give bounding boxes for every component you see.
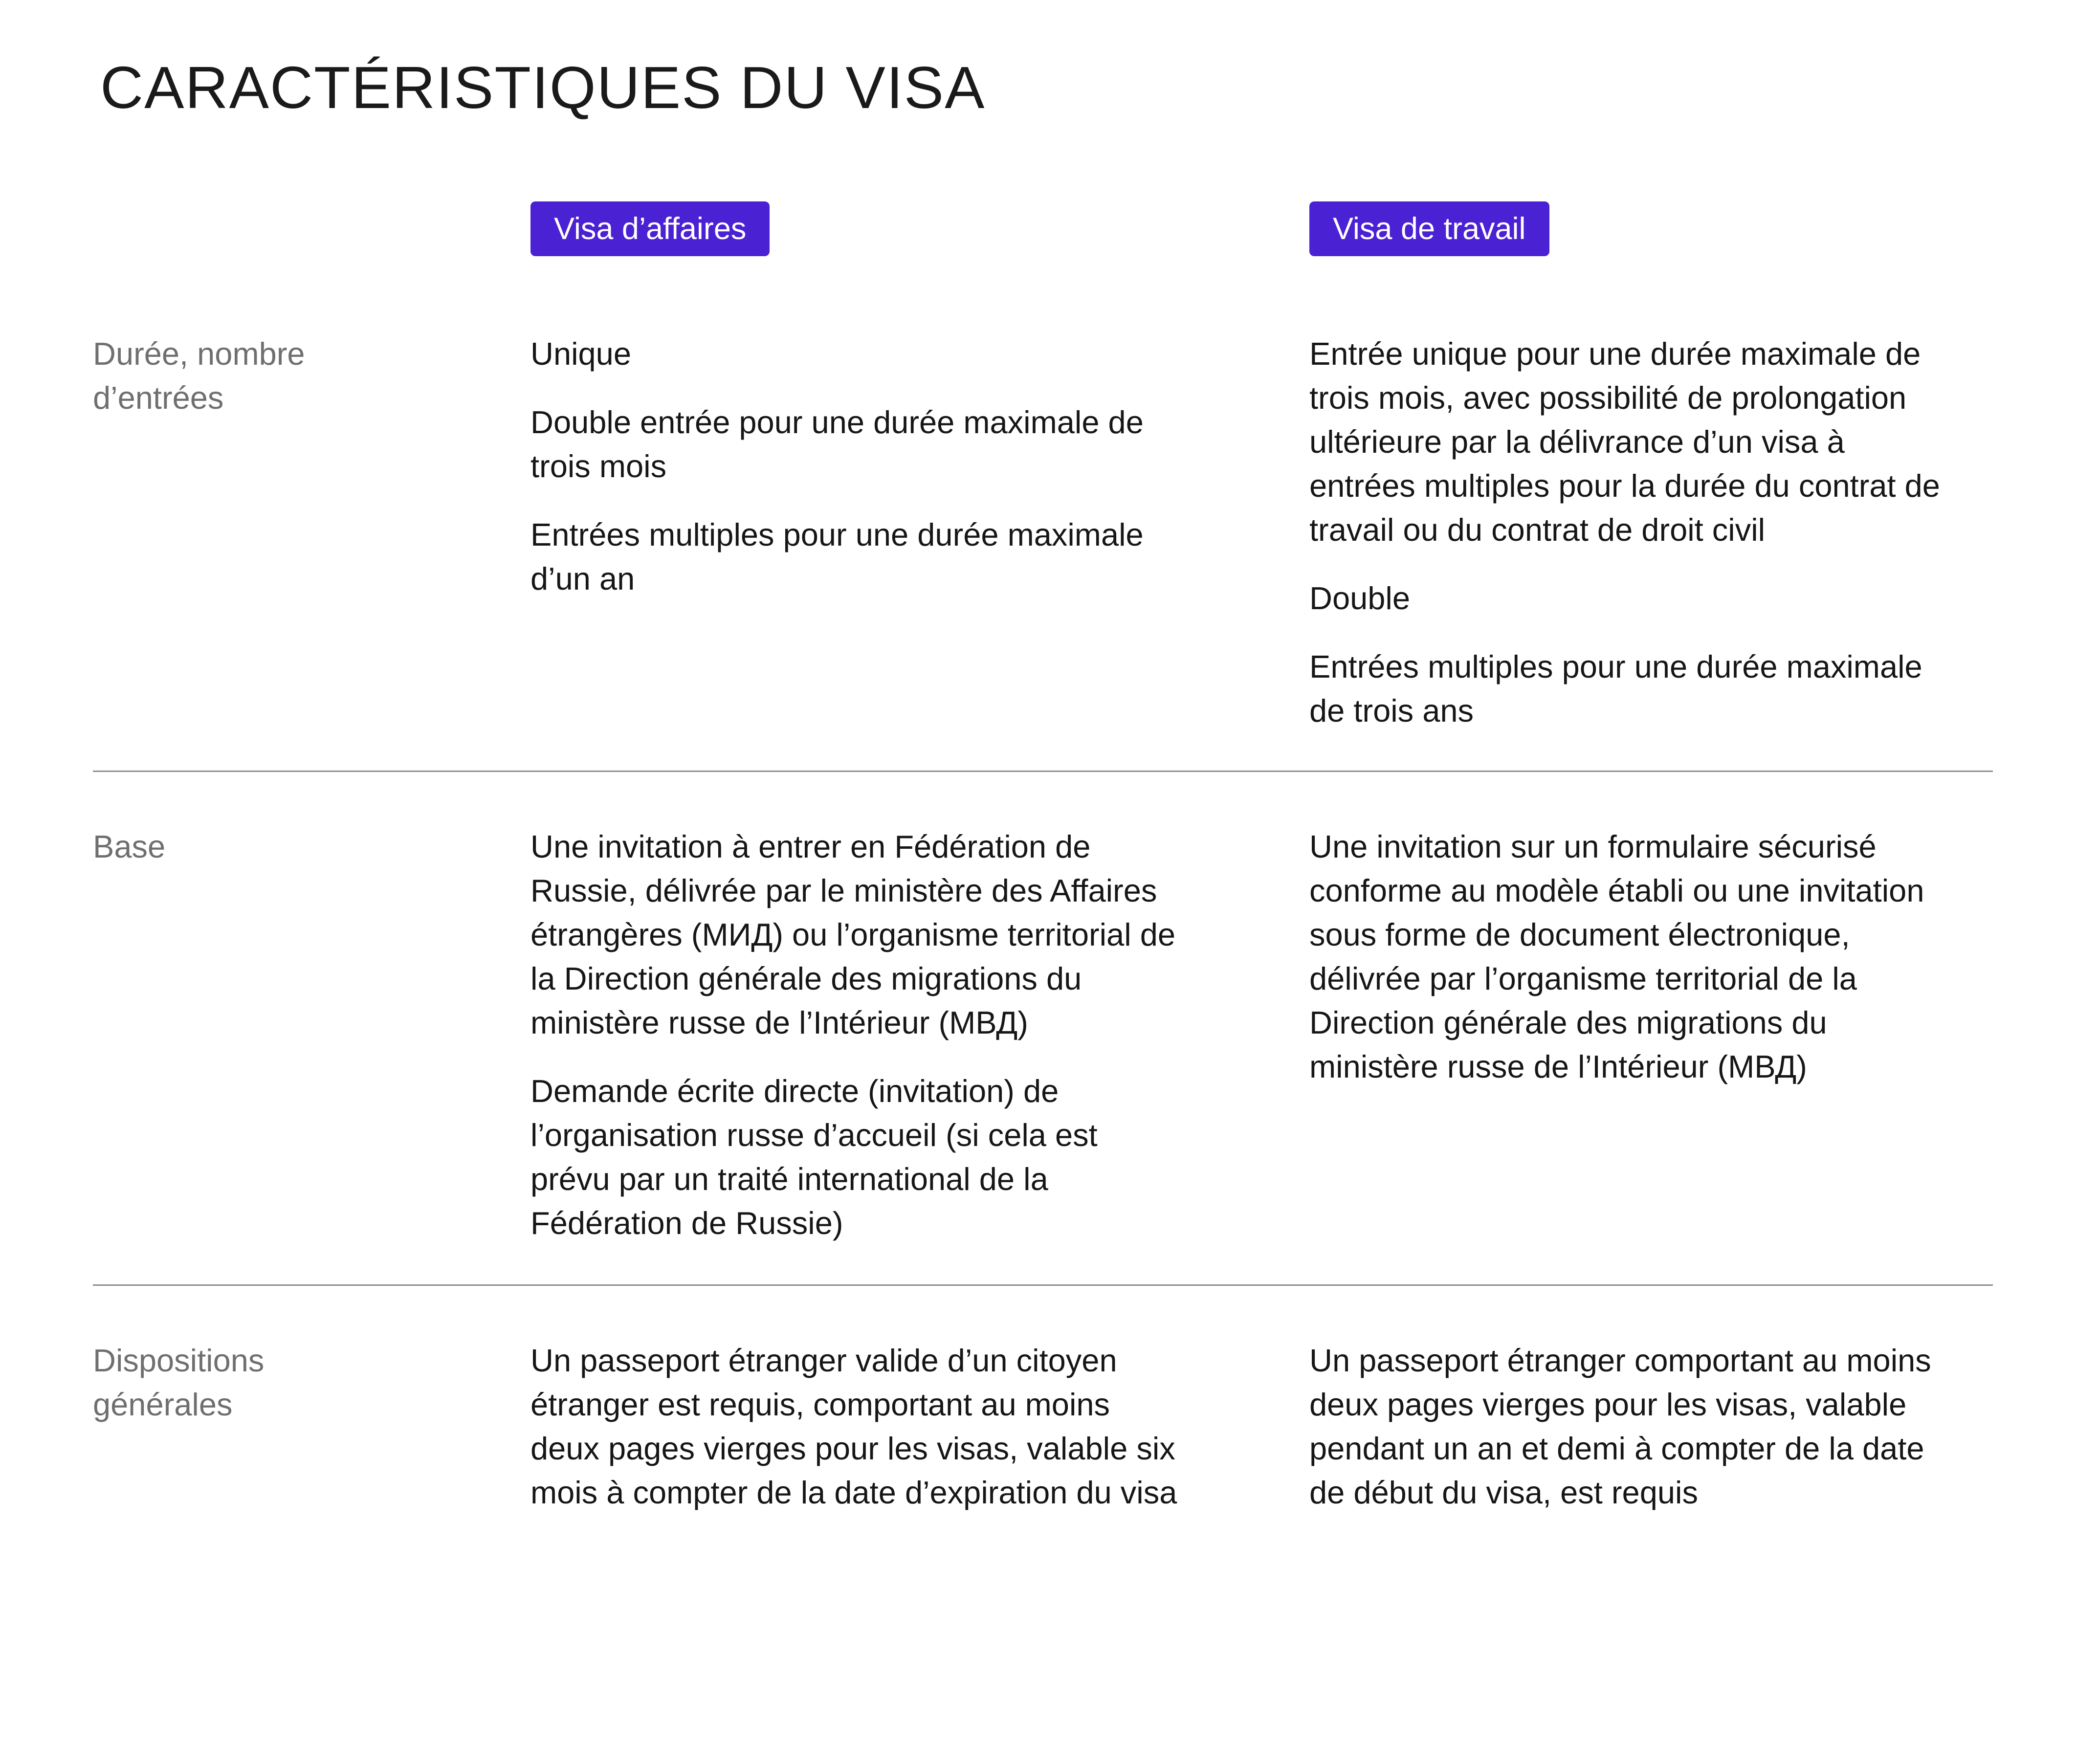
badge-visa-affaires: Visa d’affaires xyxy=(530,201,770,256)
row-label-general-provisions: Dispositions générales xyxy=(93,1343,265,1422)
cell-paragraph: Unique xyxy=(530,336,631,372)
header-spacer xyxy=(93,201,530,256)
badge-visa-travail: Visa de travail xyxy=(1309,201,1549,256)
cell-paragraph: Entrées multiples pour une durée maximale d’un an xyxy=(530,517,1144,596)
header-cell-business xyxy=(530,201,1309,256)
table-row-general-provisions xyxy=(93,1284,1993,1554)
cell-paragraph: Demande écrite directe (invitation) de l’organisation russe d’accueil (si cela est prévu par un traité international de la Fédération de Russie) xyxy=(530,1073,1098,1241)
cell-paragraph: Double xyxy=(1309,580,1410,616)
cell-general-business xyxy=(530,1339,1309,1515)
cell-paragraph: Entrée unique pour une durée maximale de trois mois, avec possibilité de prolongation ultérieure par la délivrance d’un visa à entrées multiples pour la durée du contrat de travail ou du contrat de droit civil xyxy=(1309,336,1940,548)
table-row-base xyxy=(93,771,1993,1284)
cell-paragraph: Entrées multiples pour une durée maximale de trois ans xyxy=(1309,649,1922,728)
cell-paragraph: Double entrée pour une durée maximale de trois mois xyxy=(530,404,1144,484)
column-headers-row xyxy=(93,201,1993,256)
cell-paragraph: Un passeport étranger comportant au moins deux pages vierges pour les visas, valable pendant un an et demi à compter de la date de début du visa, est requis xyxy=(1309,1343,1931,1510)
cell-paragraph: Une invitation à entrer en Fédération de Russie, délivrée par le ministère des Affaires étrangères (МИД) ou l’organisme territorial de la Direction générale des migrations du ministère russe de l’Intérieur (МВД) xyxy=(530,829,1176,1040)
page-title: CARACTÉRISTIQUES DU VISA xyxy=(100,54,986,121)
cell-duration-work xyxy=(1309,332,1993,733)
row-label-duration: Durée, nombre d’entrées xyxy=(93,336,305,416)
header-cell-work xyxy=(1309,201,1993,256)
cell-paragraph: Une invitation sur un formulaire sécurisé conforme au modèle établi ou une invitation sous forme de document électronique, délivrée par l’organisme territorial de la Direction générale des migrations du ministère russe de l’Intérieur (МВД) xyxy=(1309,829,1924,1084)
cell-base-business xyxy=(530,825,1309,1245)
table-row-duration xyxy=(93,256,1993,771)
cell-duration-business xyxy=(530,332,1309,733)
cell-general-work xyxy=(1309,1339,1993,1515)
row-label-base: Base xyxy=(93,829,166,864)
cell-base-work xyxy=(1309,825,1993,1245)
cell-paragraph: Un passeport étranger valide d’un citoyen étranger est requis, comportant au moins deux pages vierges pour les visas, valable six mois à compter de la date d’expiration du visa xyxy=(530,1343,1177,1510)
